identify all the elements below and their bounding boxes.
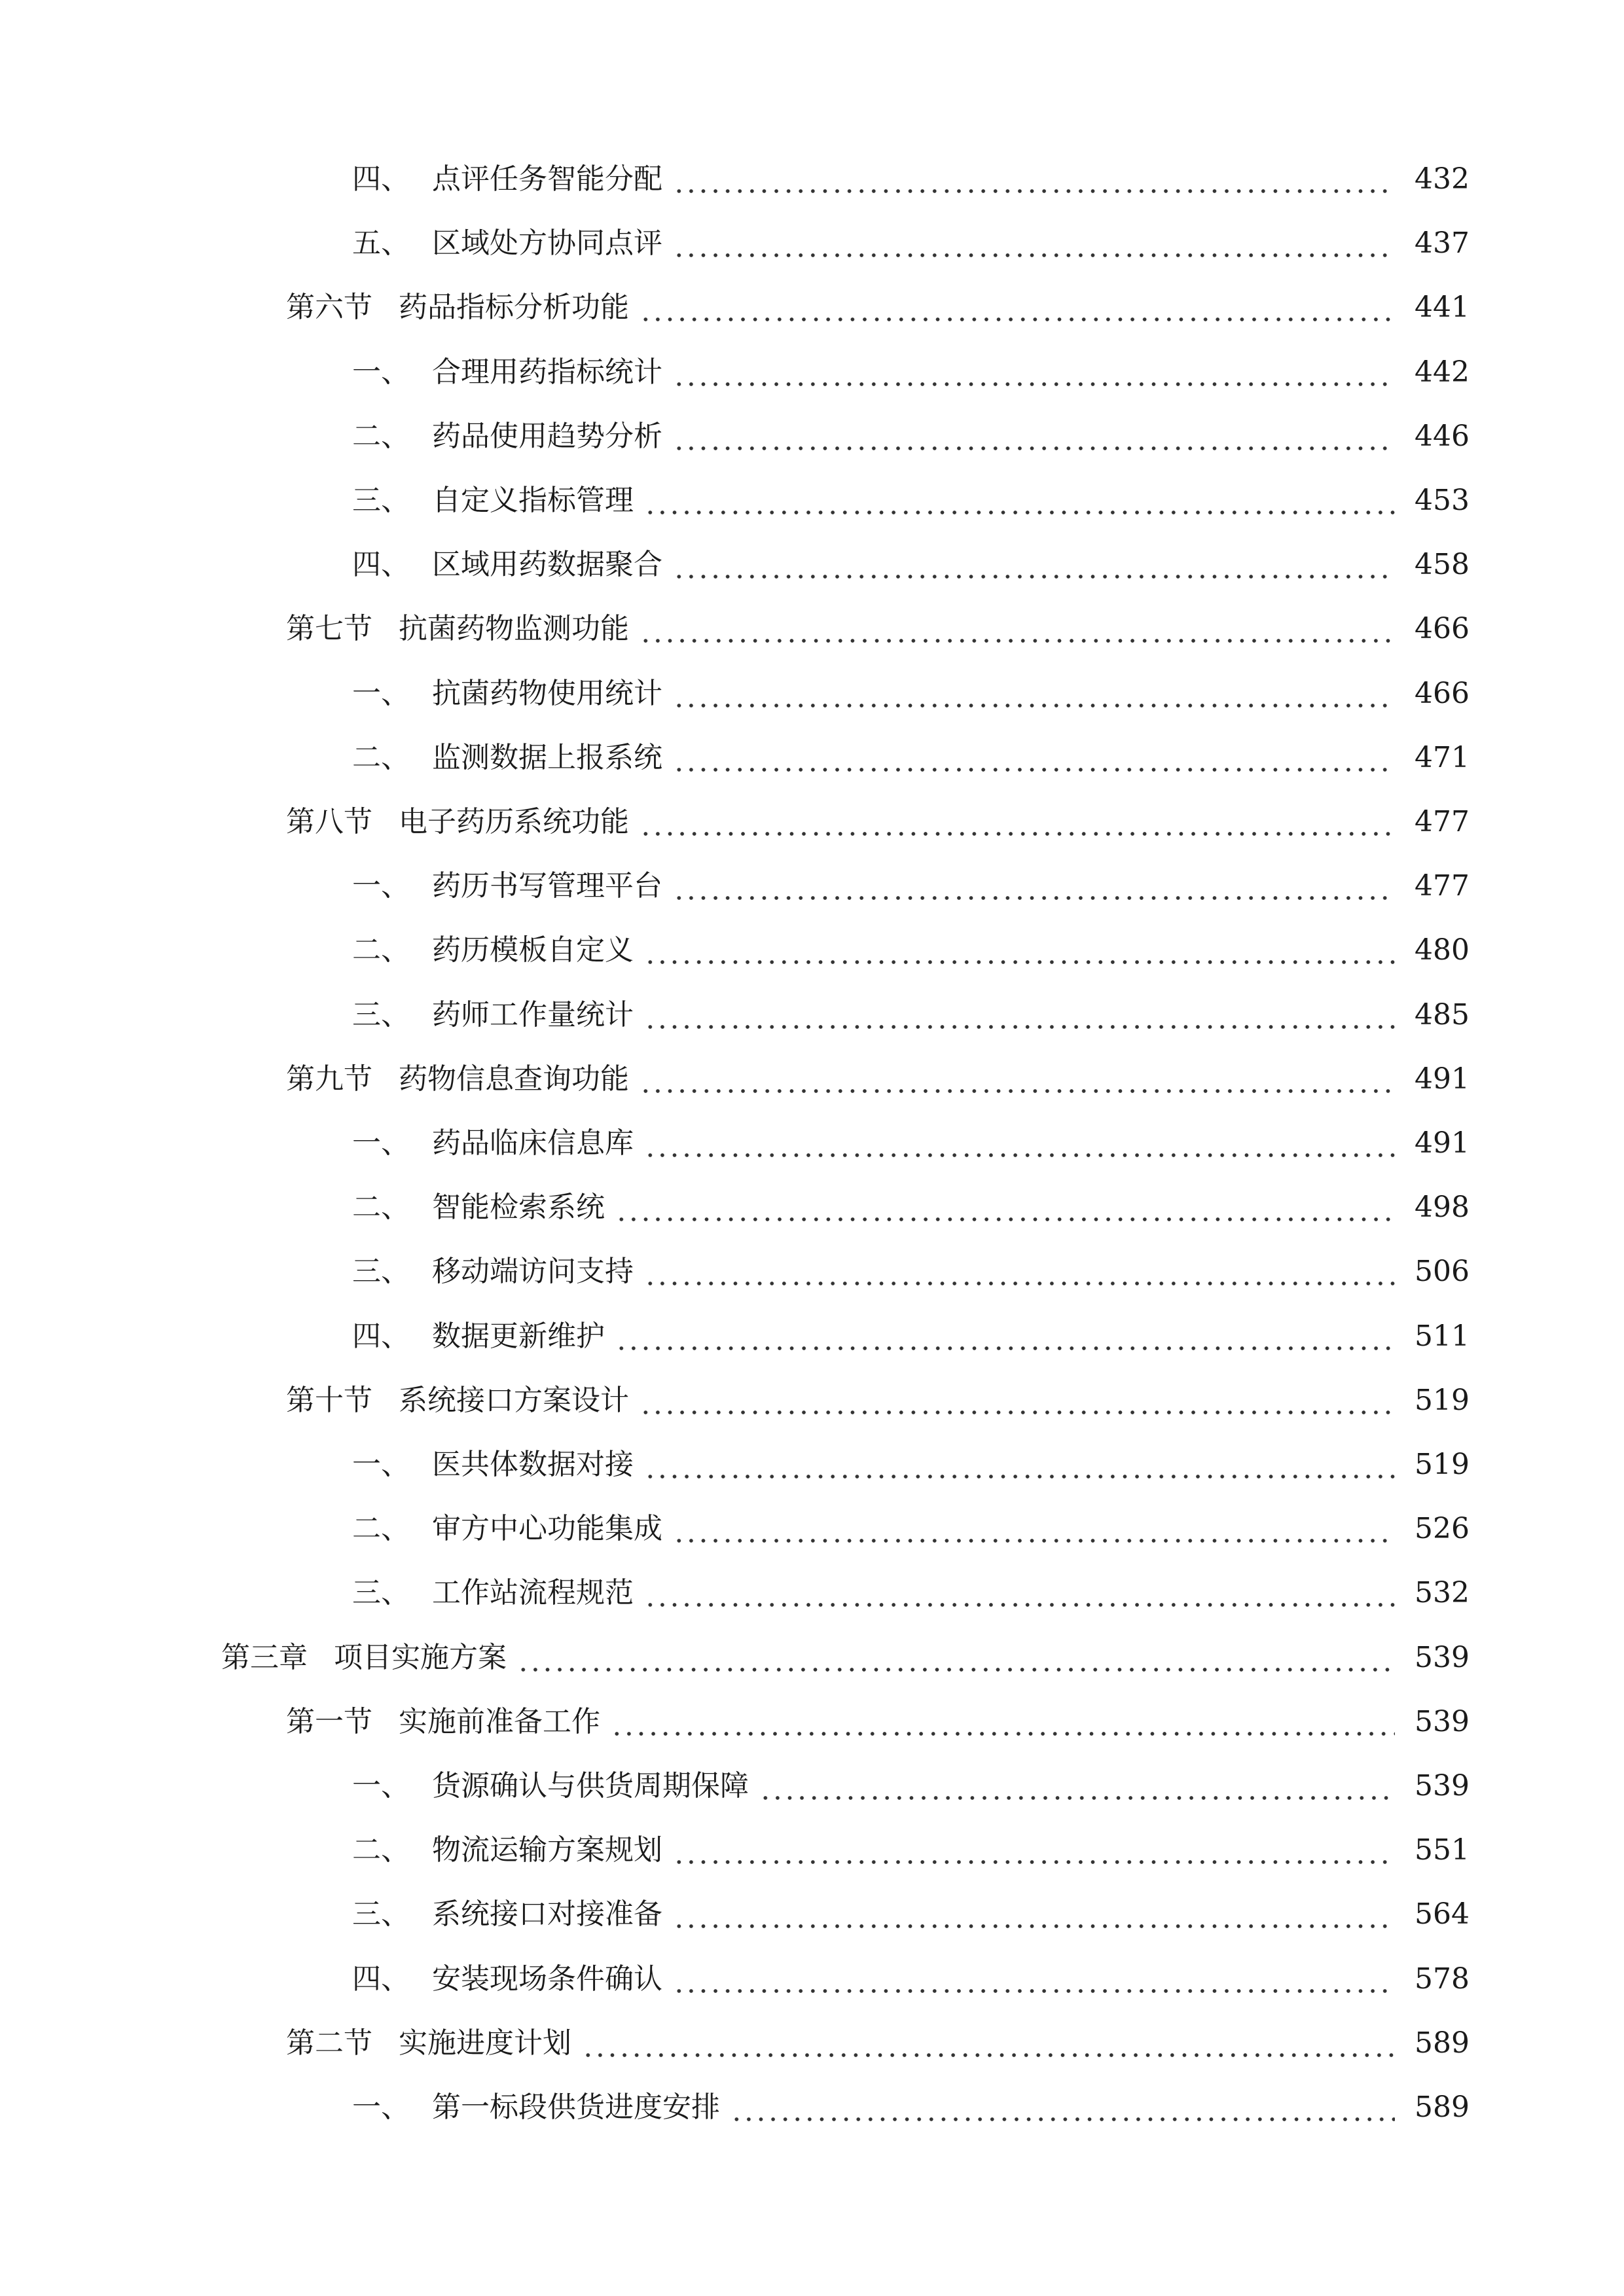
dot-leader: [673, 1965, 1395, 1994]
toc-entry-page-number: 506: [1415, 1255, 1470, 1289]
toc-entry-page-number: 539: [1415, 1704, 1470, 1738]
toc-entry-page-number: 466: [1415, 612, 1470, 646]
toc-entry-page-number: 539: [1415, 1769, 1470, 1803]
toc-entry[interactable]: [0, 1497, 1470, 1561]
toc-entry-title: 电子药历系统功能: [399, 805, 629, 839]
toc-entry[interactable]: [0, 1369, 1470, 1433]
toc-entry-number: 一、: [352, 355, 410, 389]
toc-entry[interactable]: [0, 1175, 1470, 1240]
toc-entry-title: 工作站流程规范: [432, 1576, 634, 1610]
dot-leader: [517, 1643, 1395, 1672]
toc-entry-title: 区域用药数据聚合: [432, 548, 662, 582]
toc-entry[interactable]: [0, 1111, 1470, 1175]
toc-entry-title: 合理用药指标统计: [432, 355, 662, 389]
toc-entry-page-number: 511: [1415, 1319, 1470, 1353]
toc-entry[interactable]: [0, 2011, 1470, 2075]
toc-entry-page-number: 532: [1415, 1576, 1470, 1610]
toc-entry[interactable]: [0, 533, 1470, 597]
toc-entry-number: 二、: [352, 1833, 410, 1867]
toc-entry-number: 四、: [352, 162, 410, 196]
toc-entry-title: 药师工作量统计: [432, 997, 634, 1031]
toc-entry[interactable]: [0, 147, 1470, 211]
toc-entry-title: 药品使用趋势分析: [432, 419, 662, 453]
toc-entry-page-number: 437: [1415, 226, 1470, 260]
toc-entry-number: 一、: [352, 1769, 410, 1803]
dot-leader: [640, 615, 1395, 643]
dot-leader: [615, 1322, 1395, 1351]
toc-entry-page-number: 498: [1415, 1191, 1470, 1225]
toc-entry[interactable]: [0, 726, 1470, 790]
toc-entry[interactable]: [0, 2075, 1470, 2140]
toc-entry-title: 安装现场条件确认: [432, 1962, 662, 1996]
toc-entry-page-number: 491: [1415, 1126, 1470, 1160]
toc-entry[interactable]: [0, 1690, 1470, 1754]
dot-leader: [644, 1579, 1395, 1607]
toc-entry-page-number: 480: [1415, 933, 1470, 967]
toc-entry-page-number: 589: [1415, 2026, 1470, 2060]
toc-entry-title: 监测数据上报系统: [432, 740, 662, 774]
toc-entry-page-number: 578: [1415, 1962, 1470, 1996]
toc-entry-title: 智能检索系统: [432, 1191, 605, 1225]
toc-entry-title: 审方中心功能集成: [432, 1512, 662, 1546]
toc-entry[interactable]: [0, 1882, 1470, 1946]
toc-entry-page-number: 441: [1415, 291, 1470, 325]
toc-entry[interactable]: [0, 1047, 1470, 1111]
dot-leader: [640, 1065, 1395, 1094]
toc-entry-page-number: 442: [1415, 355, 1470, 389]
toc-entry-title: 点评任务智能分配: [432, 162, 662, 196]
toc-entry[interactable]: [0, 1818, 1470, 1882]
toc-entry[interactable]: [0, 983, 1470, 1047]
dot-leader: [611, 1708, 1395, 1736]
dot-leader: [673, 550, 1395, 579]
toc-entry-title: 抗菌药物监测功能: [399, 612, 629, 646]
toc-entry-number: 二、: [352, 740, 410, 774]
dot-leader: [644, 486, 1395, 515]
toc-entry-page-number: 485: [1415, 997, 1470, 1031]
toc-entry-title: 药历书写管理平台: [432, 869, 662, 903]
toc-entry-number: 二、: [352, 1512, 410, 1546]
toc-entry-page-number: 551: [1415, 1833, 1470, 1867]
dot-leader: [644, 1129, 1395, 1158]
dot-leader: [673, 679, 1395, 708]
toc-entry[interactable]: [0, 1754, 1470, 1818]
dot-leader: [673, 229, 1395, 258]
toc-entry-title: 系统接口对接准备: [432, 1897, 662, 1931]
toc-entry-title: 药品指标分析功能: [399, 291, 629, 325]
toc-entry-page-number: 539: [1415, 1640, 1470, 1674]
toc-entry-title: 项目实施方案: [334, 1640, 507, 1674]
dot-leader: [644, 1001, 1395, 1030]
toc-entry-number: 三、: [352, 997, 410, 1031]
toc-entry-number: 四、: [352, 548, 410, 582]
toc-entry-number: 第七节: [286, 612, 372, 646]
toc-entry-number: 三、: [352, 1897, 410, 1931]
toc-entry[interactable]: [0, 854, 1470, 918]
toc-entry[interactable]: [0, 1626, 1470, 1690]
toc-entry[interactable]: [0, 790, 1470, 854]
toc-entry[interactable]: [0, 597, 1470, 661]
toc-entry-page-number: 491: [1415, 1062, 1470, 1096]
toc-entry-page-number: 519: [1415, 1383, 1470, 1417]
toc-entry-page-number: 446: [1415, 419, 1470, 453]
toc-entry-number: 第二节: [286, 2026, 372, 2060]
toc-entry-page-number: 526: [1415, 1512, 1470, 1546]
toc-entry[interactable]: [0, 662, 1470, 726]
toc-entry-title: 实施进度计划: [399, 2026, 571, 2060]
toc-entry-number: 三、: [352, 1576, 410, 1610]
dot-leader: [582, 2029, 1395, 2058]
toc-entry-title: 药品临床信息库: [432, 1126, 634, 1160]
toc-entry-title: 数据更新维护: [432, 1319, 605, 1353]
toc-entry-number: 四、: [352, 1319, 410, 1353]
toc-entry-page-number: 589: [1415, 2090, 1470, 2125]
dot-leader: [731, 2093, 1395, 2122]
toc-entry-title: 区域处方协同点评: [432, 226, 662, 260]
toc-entry-number: 第八节: [286, 805, 372, 839]
toc-entry-page-number: 453: [1415, 484, 1470, 518]
dot-leader: [673, 1836, 1395, 1865]
toc-entry-number: 一、: [352, 2090, 410, 2125]
toc-entry-number: 第三章: [221, 1640, 308, 1674]
dot-leader: [640, 293, 1395, 322]
toc-entry[interactable]: [0, 340, 1470, 404]
toc-entry-number: 四、: [352, 1962, 410, 1996]
toc-entry[interactable]: [0, 1433, 1470, 1497]
toc-entry[interactable]: [0, 1304, 1470, 1369]
toc-entry-title: 医共体数据对接: [432, 1448, 634, 1482]
dot-leader: [673, 872, 1395, 901]
toc-entry-title: 系统接口方案设计: [399, 1383, 629, 1417]
toc-entry-number: 二、: [352, 1191, 410, 1225]
toc-entry-number: 五、: [352, 226, 410, 260]
toc-entry[interactable]: [0, 211, 1470, 276]
dot-leader: [644, 936, 1395, 965]
toc-entry-title: 抗菌药物使用统计: [432, 676, 662, 710]
dot-leader: [759, 1772, 1395, 1801]
toc-entry[interactable]: [0, 469, 1470, 533]
toc-entry-page-number: 564: [1415, 1897, 1470, 1931]
toc-entry-page-number: 471: [1415, 740, 1470, 774]
dot-leader: [673, 358, 1395, 387]
toc-entry-number: 二、: [352, 933, 410, 967]
toc-entry-title: 货源确认与供货周期保障: [432, 1769, 749, 1803]
toc-entry-title: 物流运输方案规划: [432, 1833, 662, 1867]
dot-leader: [640, 1386, 1395, 1415]
dot-leader: [673, 744, 1395, 772]
toc-entry-number: 一、: [352, 869, 410, 903]
toc-entry[interactable]: [0, 1561, 1470, 1625]
toc-entry-number: 第一节: [286, 1704, 372, 1738]
dot-leader: [644, 1450, 1395, 1479]
toc-entry-number: 一、: [352, 1126, 410, 1160]
toc-entry-title: 药物信息查询功能: [399, 1062, 629, 1096]
dot-leader: [673, 422, 1395, 451]
toc-entry-number: 第六节: [286, 291, 372, 325]
toc-entry[interactable]: [0, 404, 1470, 469]
toc-entry-title: 药历模板自定义: [432, 933, 634, 967]
toc-entry-title: 实施前准备工作: [399, 1704, 600, 1738]
dot-leader: [673, 165, 1395, 194]
toc-entry-number: 第九节: [286, 1062, 372, 1096]
toc-entry-title: 自定义指标管理: [432, 484, 634, 518]
toc-entry-page-number: 477: [1415, 869, 1470, 903]
dot-leader: [640, 808, 1395, 836]
toc-entry[interactable]: [0, 276, 1470, 340]
toc-entry[interactable]: [0, 1947, 1470, 2011]
toc-entry-page-number: 477: [1415, 805, 1470, 839]
toc-entry-title: 移动端访问支持: [432, 1255, 634, 1289]
dot-leader: [615, 1193, 1395, 1222]
toc-entry-number: 三、: [352, 484, 410, 518]
toc-entry-number: 一、: [352, 676, 410, 710]
dot-leader: [673, 1515, 1395, 1543]
toc-entry[interactable]: [0, 1240, 1470, 1304]
toc-entry-page-number: 458: [1415, 548, 1470, 582]
dot-leader: [673, 1900, 1395, 1929]
toc-entry[interactable]: [0, 918, 1470, 982]
toc-entry-number: 一、: [352, 1448, 410, 1482]
toc-entry-title: 第一标段供货进度安排: [432, 2090, 720, 2125]
toc-entry-number: 二、: [352, 419, 410, 453]
toc-entry-page-number: 519: [1415, 1448, 1470, 1482]
toc-entry-number: 第十节: [286, 1383, 372, 1417]
toc-entry-page-number: 466: [1415, 676, 1470, 710]
toc-entry-number: 三、: [352, 1255, 410, 1289]
toc-entry-page-number: 432: [1415, 162, 1470, 196]
dot-leader: [644, 1257, 1395, 1286]
